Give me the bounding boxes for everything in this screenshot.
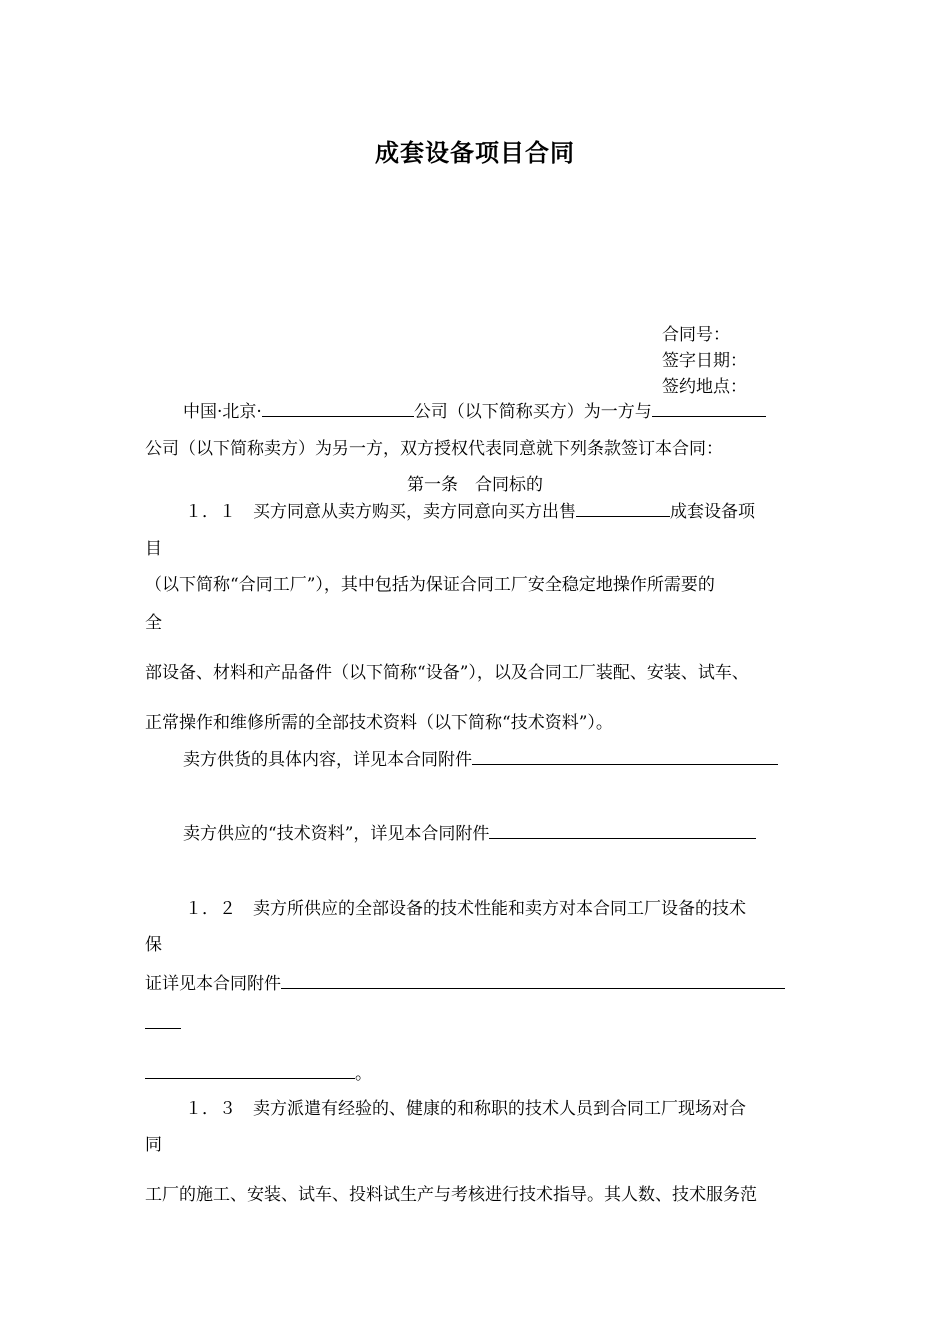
signing-date-label: 签字日期：	[662, 351, 747, 371]
clause-1-1-line-3: （以下简称“合同工厂”），其中包括为保证合同工厂安全稳定地操作所需要的	[145, 575, 715, 595]
supply-tech-line	[183, 821, 756, 846]
seller-name-blank	[652, 399, 766, 417]
article-1-heading: 第一条 合同标的	[407, 475, 543, 495]
clause-1-2-line-1: １．２ 卖方所供应的全部设备的技术性能和卖方对本合同工厂设备的技术	[185, 899, 746, 919]
clause-1-1-line-1	[185, 499, 755, 524]
project-name-blank	[576, 499, 670, 517]
clause-1-2-line-3	[145, 971, 785, 996]
supply-tech-blank	[489, 821, 756, 839]
intro-line-1	[183, 399, 766, 424]
clause-1-1-line-5: 部设备、材料和产品备件（以下简称“设备”），以及合同工厂装配、安装、试车、	[145, 663, 749, 683]
intro-line-2: 公司（以下简称卖方）为另一方，双方授权代表同意就下列条款签订本合同：	[145, 439, 723, 459]
guarantee-annex-blank-cont	[145, 1011, 181, 1029]
clause-1-3-line-2: 同	[145, 1135, 162, 1155]
buyer-name-blank	[262, 399, 414, 417]
clause-1-1-text-a: １．１ 买方同意从卖方购买，卖方同意向买方出售	[185, 502, 576, 522]
clause-1-2-text-c: 证详见本合同附件	[145, 974, 281, 994]
clause-1-2-end-mark: 。	[355, 1064, 372, 1084]
supply-goods-text: 卖方供货的具体内容，详见本合同附件	[183, 750, 472, 770]
supply-goods-line	[183, 747, 778, 772]
clause-1-1-text-b: 成套设备项	[670, 502, 755, 522]
clause-1-3-line-1: １．３ 卖方派遣有经验的、健康的和称职的技术人员到合同工厂现场对合	[185, 1099, 746, 1119]
supply-goods-blank	[472, 747, 778, 765]
guarantee-annex-blank-end	[145, 1061, 355, 1079]
clause-1-2-line-4	[145, 1011, 181, 1036]
clause-1-3-line-3: 工厂的施工、安装、试车、投料试生产与考核进行技术指导。其人数、技术服务范	[145, 1185, 757, 1205]
clause-1-1-line-4: 全	[145, 613, 162, 633]
guarantee-annex-blank	[281, 971, 785, 989]
supply-tech-text: 卖方供应的“技术资料”，详见本合同附件	[183, 824, 490, 844]
signing-place-label: 签约地点：	[662, 377, 747, 397]
clause-1-1-line-2: 目	[145, 539, 162, 559]
intro-text-a: 中国·北京·	[183, 402, 262, 422]
clause-1-2-line-5	[145, 1061, 372, 1086]
clause-1-2-line-2: 保	[145, 935, 162, 955]
clause-1-1-line-6: 正常操作和维修所需的全部技术资料（以下简称“技术资料”）。	[145, 713, 613, 733]
contract-number-label: 合同号：	[662, 325, 730, 345]
document-title: 成套设备项目合同	[375, 138, 575, 167]
intro-text-b: 公司（以下简称买方）为一方与	[413, 402, 652, 422]
